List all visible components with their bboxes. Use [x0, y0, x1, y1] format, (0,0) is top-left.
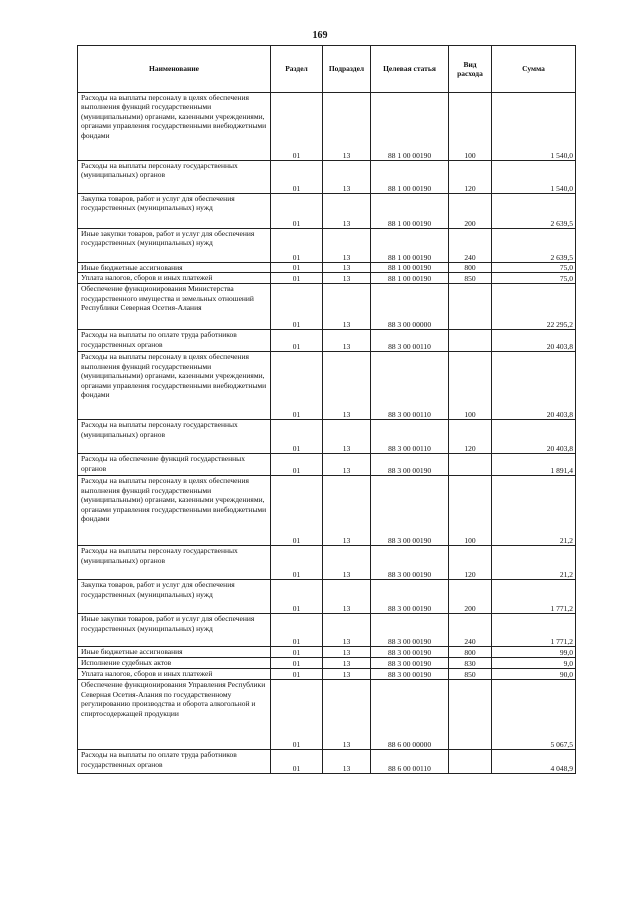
row-name-cell: Закупка товаров, работ и услуг для обеспечения государственных (муниципальных) нужд: [78, 194, 271, 229]
row-statya-cell: 88 1 00 00190: [371, 194, 449, 229]
header-vid: Вид расхода: [449, 46, 492, 93]
row-razdel-cell: 01: [271, 161, 323, 194]
table-row: [78, 161, 576, 194]
row-statya-cell: 88 3 00 00190: [371, 669, 449, 680]
row-vid-cell: 830: [449, 658, 492, 669]
table-row: [78, 669, 576, 680]
row-statya-cell: 88 3 00 00110: [371, 352, 449, 420]
row-podrazdel-cell: 13: [323, 273, 371, 284]
table-row: [78, 454, 576, 476]
row-statya-cell: 88 3 00 00190: [371, 476, 449, 546]
table-row: [78, 330, 576, 352]
row-statya-cell: 88 6 00 00000: [371, 680, 449, 750]
budget-table: [77, 45, 576, 774]
row-vid-cell: 240: [449, 614, 492, 647]
row-razdel-cell: 01: [271, 614, 323, 647]
row-name-cell: Исполнение судебных актов: [78, 658, 271, 669]
row-podrazdel-cell: 13: [323, 669, 371, 680]
row-summa-cell: 99,0: [492, 647, 576, 658]
row-vid-cell: [449, 680, 492, 750]
table-row: [78, 647, 576, 658]
table-row: [78, 263, 576, 273]
row-razdel-cell: 01: [271, 273, 323, 284]
row-name-cell: Иные закупки товаров, работ и услуг для обеспечения государственных (муниципальных) нужд: [78, 614, 271, 647]
row-summa-cell: 90,0: [492, 669, 576, 680]
row-name-cell: Иные закупки товаров, работ и услуг для обеспечения государственных (муниципальных) нужд: [78, 229, 271, 263]
row-statya-cell: 88 6 00 00110: [371, 750, 449, 774]
row-vid-cell: [449, 750, 492, 774]
row-name-cell: Расходы на выплаты по оплате труда работников государственных органов: [78, 330, 271, 352]
table-row: [78, 750, 576, 774]
table-row: [78, 614, 576, 647]
row-statya-cell: 88 1 00 00190: [371, 273, 449, 284]
row-vid-cell: 240: [449, 229, 492, 263]
row-statya-cell: 88 3 00 00190: [371, 658, 449, 669]
table-row: [78, 273, 576, 284]
row-summa-cell: 75,0: [492, 273, 576, 284]
row-statya-cell: 88 3 00 00000: [371, 284, 449, 330]
table-row: [78, 194, 576, 229]
row-podrazdel-cell: 13: [323, 420, 371, 454]
table-row: [78, 93, 576, 161]
row-razdel-cell: 01: [271, 750, 323, 774]
row-razdel-cell: 01: [271, 546, 323, 580]
row-name-cell: Расходы на выплаты по оплате труда работников государственных органов: [78, 750, 271, 774]
row-name-cell: Уплата налогов, сборов и иных платежей: [78, 669, 271, 680]
row-podrazdel-cell: 13: [323, 93, 371, 161]
row-razdel-cell: 01: [271, 263, 323, 273]
row-podrazdel-cell: 13: [323, 330, 371, 352]
row-podrazdel-cell: 13: [323, 352, 371, 420]
row-podrazdel-cell: 13: [323, 229, 371, 263]
row-statya-cell: 88 1 00 00190: [371, 229, 449, 263]
row-summa-cell: 2 639,5: [492, 194, 576, 229]
row-podrazdel-cell: 13: [323, 680, 371, 750]
row-podrazdel-cell: 13: [323, 658, 371, 669]
row-razdel-cell: 01: [271, 454, 323, 476]
row-summa-cell: 20 403,8: [492, 352, 576, 420]
row-razdel-cell: 01: [271, 352, 323, 420]
row-summa-cell: 1 771,2: [492, 580, 576, 614]
row-statya-cell: 88 3 00 00190: [371, 546, 449, 580]
row-statya-cell: 88 3 00 00110: [371, 330, 449, 352]
row-name-cell: Расходы на выплаты персоналу государственных (муниципальных) органов: [78, 420, 271, 454]
row-vid-cell: [449, 284, 492, 330]
table-row: [78, 680, 576, 750]
row-razdel-cell: 01: [271, 669, 323, 680]
row-statya-cell: 88 3 00 00190: [371, 454, 449, 476]
row-summa-cell: 1 540,0: [492, 93, 576, 161]
row-name-cell: Иные бюджетные ассигнования: [78, 263, 271, 273]
row-vid-cell: [449, 330, 492, 352]
table-row: [78, 580, 576, 614]
row-statya-cell: 88 3 00 00190: [371, 580, 449, 614]
row-podrazdel-cell: 13: [323, 263, 371, 273]
row-vid-cell: 850: [449, 273, 492, 284]
table-row: [78, 352, 576, 420]
row-summa-cell: 2 639,5: [492, 229, 576, 263]
row-razdel-cell: 01: [271, 420, 323, 454]
row-vid-cell: 100: [449, 93, 492, 161]
row-name-cell: Расходы на выплаты персоналу в целях обеспечения выполнения функций государственными (муниципальными) органами, казенными учреждениями, органами управления государственными внебюджетными фондами: [78, 93, 271, 161]
table-row: [78, 420, 576, 454]
row-summa-cell: 1 540,0: [492, 161, 576, 194]
row-vid-cell: 800: [449, 263, 492, 273]
table-row: [78, 229, 576, 263]
row-podrazdel-cell: 13: [323, 580, 371, 614]
row-razdel-cell: 01: [271, 229, 323, 263]
row-summa-cell: 20 403,8: [492, 420, 576, 454]
table-header-row: [78, 46, 576, 93]
header-summa: Сумма: [492, 46, 576, 93]
row-name-cell: Обеспечение функционирования Министерства государственного имущества и земельных отношений Республики Северная Осетия-Алания: [78, 284, 271, 330]
row-statya-cell: 88 3 00 00190: [371, 614, 449, 647]
row-podrazdel-cell: 13: [323, 546, 371, 580]
row-statya-cell: 88 3 00 00190: [371, 647, 449, 658]
row-name-cell: Расходы на выплаты персоналу государственных (муниципальных) органов: [78, 546, 271, 580]
row-podrazdel-cell: 13: [323, 750, 371, 774]
row-razdel-cell: 01: [271, 284, 323, 330]
row-name-cell: Расходы на выплаты персоналу в целях обеспечения выполнения функций государственными (муниципальными) органами, казенными учреждениями, органами управления государственными внебюджетными фондами: [78, 352, 271, 420]
row-name-cell: Расходы на обеспечение функций государственных органов: [78, 454, 271, 476]
row-vid-cell: 120: [449, 546, 492, 580]
row-vid-cell: 120: [449, 161, 492, 194]
row-statya-cell: 88 3 00 00110: [371, 420, 449, 454]
row-summa-cell: 21,2: [492, 476, 576, 546]
header-razdel: Раздел: [271, 46, 323, 93]
row-vid-cell: 120: [449, 420, 492, 454]
row-name-cell: Закупка товаров, работ и услуг для обеспечения государственных (муниципальных) нужд: [78, 580, 271, 614]
row-name-cell: Расходы на выплаты персоналу государственных (муниципальных) органов: [78, 161, 271, 194]
row-summa-cell: 5 067,5: [492, 680, 576, 750]
row-summa-cell: 9,0: [492, 658, 576, 669]
row-razdel-cell: 01: [271, 93, 323, 161]
row-summa-cell: 1 891,4: [492, 454, 576, 476]
row-vid-cell: [449, 454, 492, 476]
row-summa-cell: 4 048,9: [492, 750, 576, 774]
row-razdel-cell: 01: [271, 647, 323, 658]
row-podrazdel-cell: 13: [323, 647, 371, 658]
row-vid-cell: 800: [449, 647, 492, 658]
header-podrazdel: Подраздел: [323, 46, 371, 93]
row-statya-cell: 88 1 00 00190: [371, 93, 449, 161]
row-name-cell: Уплата налогов, сборов и иных платежей: [78, 273, 271, 284]
row-razdel-cell: 01: [271, 658, 323, 669]
row-summa-cell: 1 771,2: [492, 614, 576, 647]
row-razdel-cell: 01: [271, 194, 323, 229]
row-podrazdel-cell: 13: [323, 284, 371, 330]
row-razdel-cell: 01: [271, 580, 323, 614]
row-summa-cell: 20 403,8: [492, 330, 576, 352]
table-row: [78, 476, 576, 546]
row-statya-cell: 88 1 00 00190: [371, 161, 449, 194]
row-podrazdel-cell: 13: [323, 194, 371, 229]
table-row: [78, 546, 576, 580]
row-name-cell: Иные бюджетные ассигнования: [78, 647, 271, 658]
row-razdel-cell: 01: [271, 680, 323, 750]
header-statya: Целевая статья: [371, 46, 449, 93]
table-row: [78, 658, 576, 669]
row-statya-cell: 88 1 00 00190: [371, 263, 449, 273]
row-podrazdel-cell: 13: [323, 454, 371, 476]
row-name-cell: Расходы на выплаты персоналу в целях обеспечения выполнения функций государственными (муниципальными) органами, казенными учреждениями, органами управления государственными внебюджетными фондами: [78, 476, 271, 546]
row-podrazdel-cell: 13: [323, 476, 371, 546]
row-summa-cell: 75,0: [492, 263, 576, 273]
row-podrazdel-cell: 13: [323, 614, 371, 647]
row-summa-cell: 22 295,2: [492, 284, 576, 330]
header-name: Наименование: [78, 46, 271, 93]
row-razdel-cell: 01: [271, 476, 323, 546]
table-row: [78, 284, 576, 330]
row-vid-cell: 100: [449, 352, 492, 420]
row-vid-cell: 850: [449, 669, 492, 680]
row-vid-cell: 200: [449, 194, 492, 229]
row-vid-cell: 200: [449, 580, 492, 614]
row-podrazdel-cell: 13: [323, 161, 371, 194]
page-number: 169: [312, 30, 328, 41]
row-name-cell: Обеспечение функционирования Управления Республики Северная Осетия-Алания по государственному регулированию производства и оборота алкогольной и спиртосодержащей продукции: [78, 680, 271, 750]
row-vid-cell: 100: [449, 476, 492, 546]
row-summa-cell: 21,2: [492, 546, 576, 580]
row-razdel-cell: 01: [271, 330, 323, 352]
